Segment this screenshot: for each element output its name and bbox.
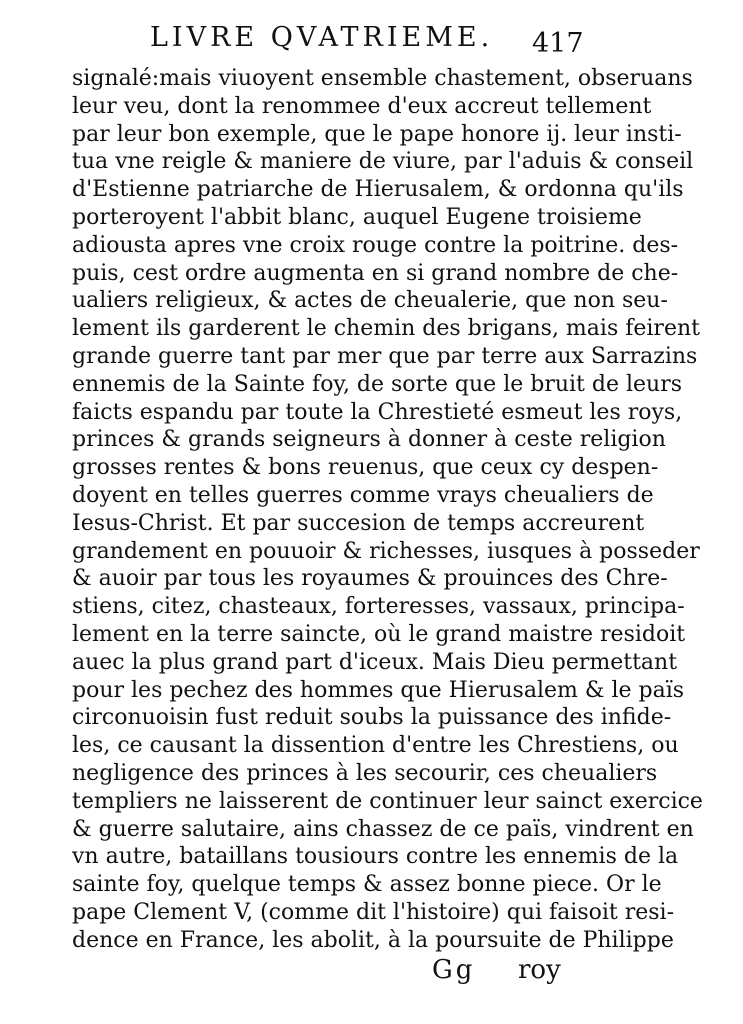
text-line: vn autre, bataillans tousiours contre les ennemis de la xyxy=(72,844,679,870)
text-line: par leur bon exemple, que le pape honore ij. leur insti- xyxy=(72,121,682,147)
text-line: grande guerre tant par mer que par terre aux Sarrazins xyxy=(72,344,698,369)
text-line: tua vne reigle & maniere de viure, par l'aduis & conseil xyxy=(72,149,694,175)
text-line: les, ce causant la dissention d'entre les Chrestiens, ou xyxy=(72,733,679,759)
text-line: circonuoisin fust reduit soubs la puissance des infide- xyxy=(72,705,672,731)
signature-mark: Gg xyxy=(432,955,476,985)
text-line: adiousta apres vne croix rouge contre la poitrine. des- xyxy=(72,232,679,258)
page-number: 417 xyxy=(532,28,584,59)
text-line: pour les pechez des hommes que Hierusalem & le païs xyxy=(72,677,685,703)
text-line: grosses rentes & bons reuenus, que ceux cy despen- xyxy=(72,455,659,481)
text-line: & auoir par tous les royaumes & prouinces des Chre- xyxy=(72,566,668,592)
text-line: grandement en pouuoir & richesses, iusques à posseder xyxy=(72,538,700,564)
text-line: stiens, citez, chasteaux, forteresses, vassaux, principa- xyxy=(72,594,685,620)
text-line: Iesus-Christ. Et par succesion de temps accreurent xyxy=(72,510,645,536)
running-head: LIVRE QVATRIEME. xyxy=(150,22,494,53)
catchword: roy xyxy=(518,955,561,985)
text-line: templiers ne laisserent de continuer leur sainct exercice xyxy=(72,788,703,814)
text-line: leur veu, dont la renommee d'eux accreut tellement xyxy=(72,93,652,119)
text-line: signalé:mais viuoyent ensemble chastement, obseruans xyxy=(72,66,693,91)
text-line: sainte foy, quelque temps & assez bonne piece. Or le xyxy=(72,872,662,898)
text-line: auec la plus grand part d'iceux. Mais Dieu permettant xyxy=(72,649,678,675)
text-line: & guerre salutaire, ains chassez de ce païs, vindrent en xyxy=(72,816,694,842)
text-line: d'Estienne patriarche de Hierusalem, & ordonna qu'ils xyxy=(72,177,684,203)
text-line: pape Clement V, (comme dit l'histoire) qui faisoit resi- xyxy=(72,900,675,925)
text-line: dence en France, les abolit, à la poursuite de Philippe xyxy=(72,927,674,953)
text-line: doyent en telles guerres comme vrays cheualiers de xyxy=(72,483,654,508)
text-line: ennemis de la Sainte foy, de sorte que le bruit de leurs xyxy=(72,371,683,397)
text-line: lement ils garderent le chemin des brigans, mais feirent xyxy=(72,316,700,342)
text-line: princes & grands seigneurs à donner à ceste religion xyxy=(72,427,666,453)
text-line: puis, cest ordre augmenta en si grand nombre de che- xyxy=(72,260,679,286)
text-line: ualiers religieux, & actes de cheualerie, que non seu- xyxy=(72,288,668,314)
text-line: negligence des princes à les secourir, ces cheualiers xyxy=(72,761,658,786)
text-line: faicts espandu par toute la Chrestieté esmeut les roys, xyxy=(72,399,683,425)
text-line: porteroyent l'abbit blanc, auquel Eugene troisieme xyxy=(72,205,642,230)
text-line: lement en la terre saincte, où le grand maistre residoit xyxy=(72,622,686,647)
